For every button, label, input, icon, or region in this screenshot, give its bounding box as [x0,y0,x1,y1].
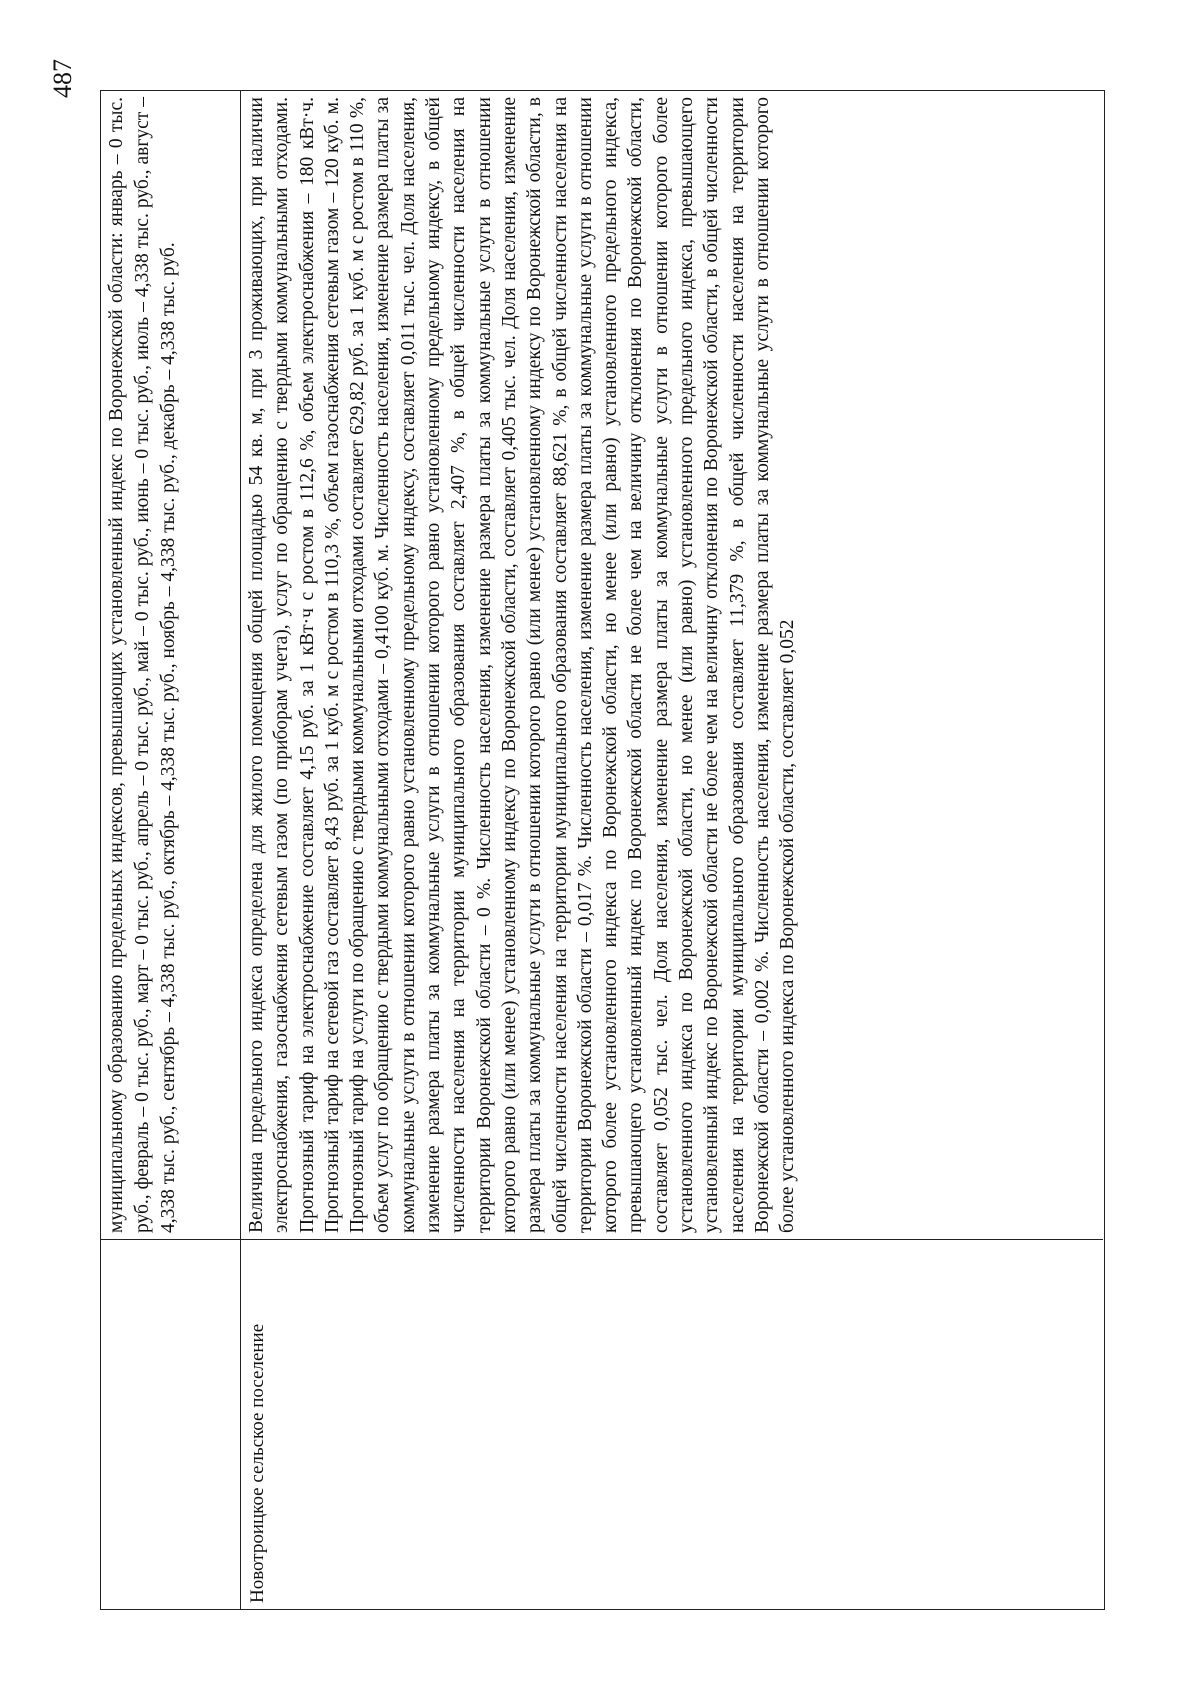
table-cell-description: Величина предельного индекса определена для жилого помещения общей площадью 54 кв. м, при 3 проживающих, при наличии электроснабжения, газоснабжения сетевым газом (по приборам учета), услуг по обращению с твердыми коммунальными отходами. Прогнозный тариф на электроснабжение составляет 4,15 руб. за 1 кВт·ч с ростом в 112,6 %, объем электроснабжения – 180 кВт·ч. Прогнозный тариф на сетевой газ составляет 8,43 руб. за 1 куб. м с ростом в 110,3 %, объем газоснабжения сетевым газом – 120 куб. м. Прогнозный тариф на услуги по обращению с твердыми коммунальными отходами составляет 629,82 руб. за 1 куб. м с ростом в 110 %, объем услуг по обращению с твердыми коммунальными отходами – 0,4100 куб. м. Численность населения, изменение размера платы за коммунальные услуги в отношении которого равно установленному предельному индексу, составляет 0,011 тыс. чел. Доля населения, изменение размера платы за коммунальные услуги в отношении которого равно установленному предельному индексу, в общей численности населения на территории муниципального образования составляет 2,407 %, в общей численности населения на территории Воронежской области – 0 %. Численность населения, изменение размера платы за коммунальные услуги в отношении которого равно (или менее) установленному индексу по Воронежской области, составляет 0,405 тыс. чел. Доля населения, изменение размера платы за коммунальные услуги в отношении которого равно (или менее) установленному индексу по Воронежской области, в общей численности населения на территории муниципального образования составляет 88,621 %, в общей численности населения на территории Воронежской области – 0,017 %. Численность населения, изменение размера платы за коммунальные услуги в отношении которого более установленного индекса по Воронежской области, но менее (или равно) установленного предельного индекса, превышающего установленный индекс по Воронежской области не более чем на величину отклонения по Воронежской области, составляет 0,052 тыс. чел. Доля населения, изменение размера платы за коммунальные услуги в отношении которого более установленного индекса по Воронежской области, но менее (или равно) установленного предельного индекса, превышающего установленный индекс по Воронежской области не более чем на величину отклонения по Воронежской области, в общей численности населения на территории муниципального образования составляет 11,379 %, в общей численности населения на территории Воронежской области – 0,002 %. Численность населения, изменение размера платы за коммунальные услуги в отношении которого более установленного индекса по Воронежской области, составляет 0,052 [246,97,799,1233]
table-row [241,91,1103,1609]
table-cell-description: муниципальному образованию предельных индексов, превышающих установленный индекс по Воронежской области: январь – 0 тыс. руб., февраль – 0 тыс. руб., март – 0 тыс. руб., апрель – 0 тыс. руб., май – 0 тыс. руб., июнь – 0 тыс. руб., июль – 4,338 тыс. руб., август – 4,338 тыс. руб., сентябрь – 4,338 тыс. руб., октябрь – 4,338 тыс. руб., ноябрь – 4,338 тыс. руб., декабрь – 4,338 тыс. руб. [106,97,179,1233]
table-row [101,91,241,1609]
table-cell-municipality [101,1239,240,1609]
page-number: 487 [48,59,77,98]
document-table [100,90,1105,1610]
table-cell-municipality: Новотроицкое сельское поселение [241,1239,1103,1609]
